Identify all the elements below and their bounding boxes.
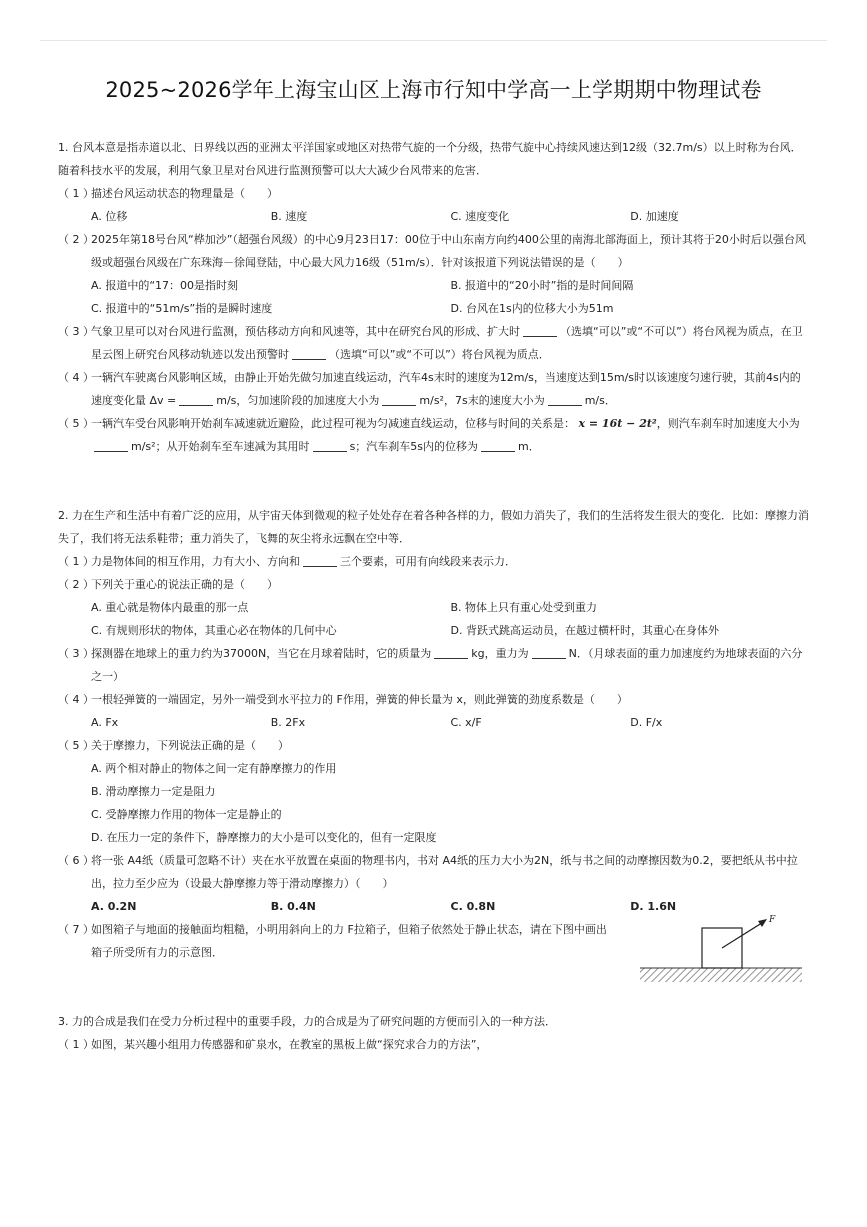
option-a[interactable]: A. 位移 (91, 210, 128, 223)
option-c[interactable]: C. 有规则形状的物体，其重心必在物体的几何中心 (91, 624, 337, 637)
option-d[interactable]: D. 加速度 (630, 210, 679, 223)
arrowhead-icon (758, 919, 767, 927)
answer-blank[interactable] (179, 393, 213, 406)
exam-body (58, 136, 810, 1056)
q1-sub-5: （ 5 ） 一辆汽车受台风影响开始刹车减速就近避险，此过程可视为匀减速直线运动，位移与时间的关系是： x = 16t − 2t²，则汽车刹车时加速度大小为m/s²；从开始刹车至车速减为其用时 s；汽车刹车5s内的位移为 m． (58, 417, 800, 453)
option-c[interactable]: C. x/F (450, 716, 482, 729)
q2-sub-4: （ 4 ） 一根轻弹簧的一端固定，另外一端受到水平拉力的 F作用，弹簧的伸长量为 x，则此弹簧的劲度系数是（ ） (58, 693, 628, 706)
q1-sub-1-options (91, 205, 810, 228)
option-b[interactable]: B. 滑动摩擦力一定是阻力 (91, 785, 216, 798)
answer-blank[interactable] (303, 554, 337, 567)
answer-blank[interactable] (434, 646, 468, 659)
q2-sub-2: （ 2 ） 下列关于重心的说法正确的是（ ） (58, 578, 278, 591)
option-b[interactable]: B. 2Fx (270, 716, 306, 729)
q3-sub-1: （ 1 ） 如图，某兴趣小组用力传感器和矿泉水，在教室的黑板上做“探究求合力的方法”， (58, 1038, 488, 1051)
option-d[interactable]: D. F/x (630, 716, 663, 729)
option-c[interactable]: C. 速度变化 (450, 210, 510, 223)
q1-sub-4: （ 4 ） 一辆汽车驶离台风影响区域，由静止开始先做匀加速直线运动，汽车4s末时的速度为12m/s，当速度达到15m/s时以该速度匀速行驶，其前4s内的速度变化量 Δv = m/s，匀加速阶段的加速度大小为 m/s²，7s末的速度大小为 m/s． (58, 371, 801, 407)
q2-sub-1: （ 1 ） 力是物体间的相互作用，力有大小、方向和 三个要素，可用有向线段来表示力． (58, 555, 516, 568)
option-c[interactable]: C. 报道中的“51m/s”指的是瞬时速度 (91, 302, 273, 315)
option-b[interactable]: B. 报道中的“20小时”指的是时间间隔 (450, 279, 634, 292)
q2-sub-3: （ 3 ） 探测器在地球上的重力约为37000N，当它在月球着陆时，它的质量为 kg，重力为 N．（月球表面的重力加速度约为地球表面的六分之一） (58, 647, 803, 683)
answer-blank[interactable] (548, 393, 582, 406)
answer-blank[interactable] (532, 646, 566, 659)
question-2 (58, 504, 810, 964)
question-2-stem: 2. 力在生产和生活中有着广泛的应用，从宇宙天体到微观的粒子处处存在着各种各样的力，假如力消失了，我们的生活将发生很大的变化．比如：摩擦力消失了，我们将无法系鞋带；重力消失了，飞舞的灰尘将永远飘在空中等． (58, 509, 809, 545)
option-a[interactable]: A. 0.2N (91, 900, 137, 913)
option-d[interactable]: D. 在压力一定的条件下，静摩擦力的大小是可以变化的，但有一定限度 (91, 831, 437, 844)
q1-sub-2-options (91, 274, 810, 320)
q2-sub-4-options (91, 711, 810, 734)
option-b[interactable]: B. 物体上只有重心处受到重力 (450, 601, 598, 614)
q2-sub-6: （ 6 ） 将一张 A4纸（质量可忽略不计）夹在水平放置在桌面的物理书内，书对 A4纸的压力大小为2N，纸与书之间的动摩擦因数为0.2，要把纸从书中拉出，拉力至少应为（设最大静摩擦力等于滑动摩擦力）（ ） (58, 854, 798, 890)
answer-blank[interactable] (481, 439, 515, 452)
q1-sub-3: （ 3 ） 气象卫星可以对台风进行监测，预估移动方向和风速等，其中在研究台风的形成、扩大时 （选填“可以”或“不可以”）将台风视为质点，在卫星云图上研究台风移动轨迹以发出预警时 （选填“可以”或“不可以”）将台风视为质点． (58, 325, 803, 361)
option-d[interactable]: D. 1.6N (630, 900, 677, 913)
page-title: 2025~2026学年上海宝山区上海市行知中学高一上学期期中物理试卷 (105, 78, 762, 102)
option-d[interactable]: D. 台风在1s内的位移大小为51m (450, 302, 614, 315)
question-1-stem: 1. 台风本意是指赤道以北、日界线以西的亚洲太平洋国家或地区对热带气旋的一个分级，热带气旋中心持续风速达到12级（32.7m/s）以上时称为台风．随着科技水平的发展，利用气象卫星对台风进行监测预警可以大大减少台风带来的危害． (58, 141, 802, 177)
option-a[interactable]: A. Fx (91, 716, 119, 729)
question-3-stem: 3. 力的合成是我们在受力分析过程中的重要手段，力的合成是为了研究问题的方便而引入的一种方法． (58, 1015, 556, 1028)
q2-sub-7: （ 7 ） 如图箱子与地面的接触面均粗糙，小明用斜向上的力 F拉箱子，但箱子依然处于静止状态，请在下图中画出箱子所受所有力的示意图． F (58, 918, 810, 964)
header-divider (40, 40, 827, 41)
q2-sub-2-options (91, 596, 810, 642)
option-a[interactable]: A. 报道中的“17：00是指时刻 (91, 279, 239, 292)
q1-sub-1: （ 1 ） 描述台风运动状态的物理量是（ ） (58, 187, 278, 200)
ground (640, 968, 802, 982)
question-1 (58, 136, 810, 458)
option-a[interactable]: A. 两个相对静止的物体之间一定有静摩擦力的作用 (91, 762, 337, 775)
option-d[interactable]: D. 背跃式跳高运动员，在越过横杆时，其重心在身体外 (450, 624, 719, 637)
answer-blank[interactable] (382, 393, 416, 406)
option-b[interactable]: B. 0.4N (270, 900, 316, 913)
answer-blank[interactable] (523, 324, 557, 337)
box-force-diagram (636, 912, 806, 990)
force-label: F (769, 915, 776, 925)
answer-blank[interactable] (313, 439, 347, 452)
question-3 (58, 1010, 810, 1056)
q1-sub-2: （ 2 ） 2025年第18号台风“桦加沙”（超强台风级）的中心9月23日17：00位于中山东南方向约400公里的南海北部海面上，预计其将于20小时后以强台风级或超强台风级在广东珠海－徐闻登陆，中心最大风力16级（51m/s）．针对该报道下列说法错误的是（ ） (58, 233, 806, 269)
option-a[interactable]: A. 重心就是物体内最重的那一点 (91, 601, 249, 614)
answer-blank[interactable] (292, 347, 326, 360)
option-b[interactable]: B. 速度 (270, 210, 308, 223)
option-c[interactable]: C. 0.8N (450, 900, 496, 913)
answer-blank[interactable] (94, 439, 128, 452)
q2-sub-5-options (91, 757, 810, 849)
formula: x = 16t − 2t² (578, 417, 657, 430)
option-c[interactable]: C. 受静摩擦力作用的物体一定是静止的 (91, 808, 282, 821)
q2-sub-5: （ 5 ） 关于摩擦力，下列说法正确的是（ ） (58, 739, 289, 752)
